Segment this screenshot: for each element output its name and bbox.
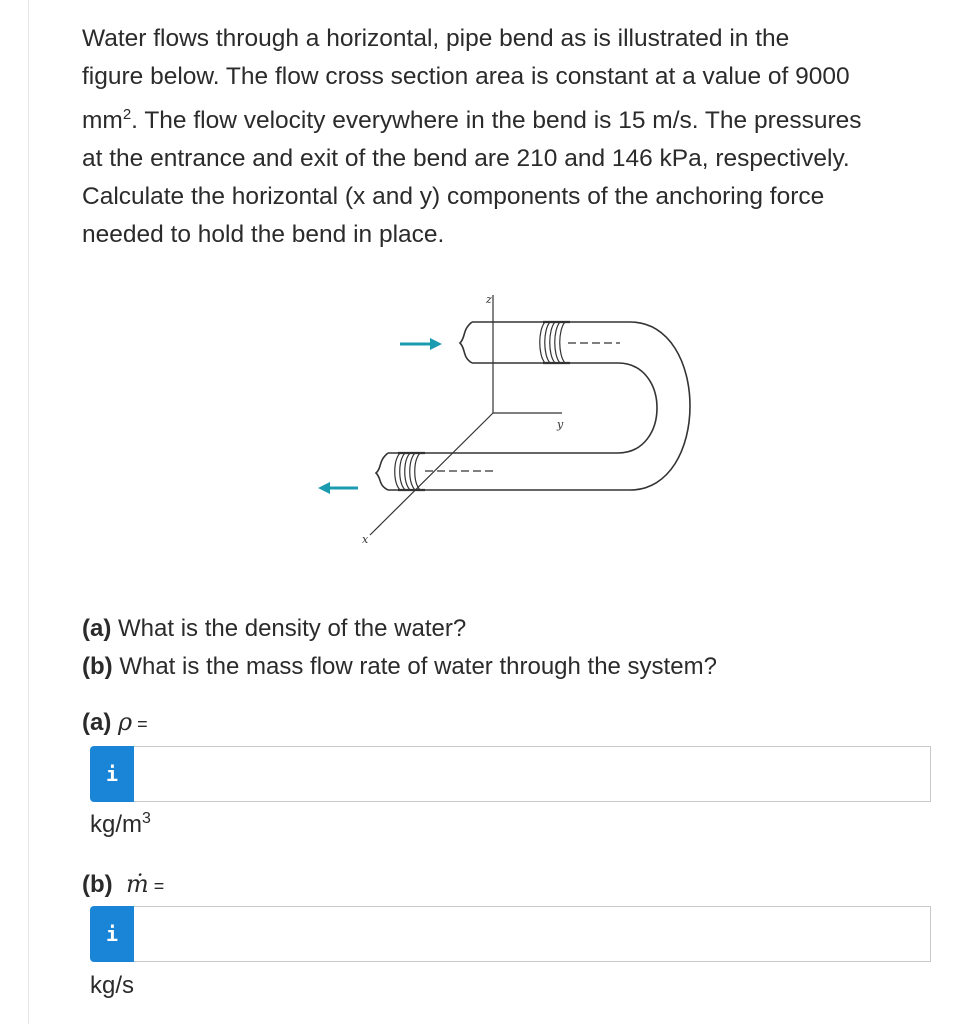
info-icon[interactable]: i: [90, 906, 134, 962]
info-icon[interactable]: i: [90, 746, 134, 802]
mass-flow-unit: [90, 972, 134, 1000]
outlet-end: [376, 453, 388, 490]
unit-text: kg/s: [90, 972, 135, 999]
answer-a-field: [90, 746, 918, 800]
inlet-end: [460, 322, 472, 363]
pipe-bend-figure: [300, 285, 720, 555]
unit-text: kg/m: [90, 811, 143, 838]
problem-line: Water flows through a horizontal, pipe bend as is illustrated in the: [82, 25, 790, 52]
problem-line: Calculate the horizontal (x and y) components of the anchoring force: [82, 183, 825, 211]
left-border: [28, 0, 29, 1024]
answer-b-prefix: (b): [82, 871, 113, 898]
density-unit: [90, 810, 151, 839]
pipe-upper-inner: [420, 363, 657, 453]
rho-symbol: ρ: [118, 708, 133, 736]
equals-sign: =: [148, 876, 165, 896]
problem-line: needed to hold the bend in place.: [82, 221, 445, 249]
problem-line: mm: [82, 107, 123, 135]
problem-statement: [82, 20, 942, 254]
outlet-arrow-head: [318, 482, 330, 494]
problem-line: figure below. The flow cross section area is constant at a value of 9000: [82, 63, 850, 90]
density-input[interactable]: [134, 746, 931, 802]
superscript: 2: [122, 106, 132, 123]
y-axis-label: y: [557, 418, 564, 431]
question-b: [82, 648, 717, 686]
x-axis: [370, 413, 493, 535]
answer-a-label: [82, 708, 148, 737]
question-a: [82, 610, 717, 648]
inlet-arrow-head: [430, 338, 442, 350]
question-b-prefix: (b): [82, 653, 113, 680]
unit-superscript: 3: [142, 810, 151, 827]
mdot-symbol: ṁ: [126, 870, 149, 898]
z-axis-label: z: [486, 293, 492, 306]
equals-sign: =: [132, 714, 148, 734]
problem-line: . The flow velocity everywhere in the bend is 15 m/s. The pressures: [131, 107, 862, 135]
answer-a-prefix: (a): [82, 709, 112, 736]
x-axis-label: x: [362, 533, 369, 546]
answer-b-label: [82, 870, 164, 899]
mass-flow-input[interactable]: [134, 906, 931, 962]
questions: [82, 610, 717, 686]
problem-line: at the entrance and exit of the bend are 210 and 146 kPa, respectively.: [82, 145, 850, 173]
question-b-text: What is the mass flow rate of water through the system?: [112, 653, 717, 680]
question-a-prefix: (a): [82, 615, 112, 642]
answer-b-field: [90, 906, 918, 960]
question-a-text: What is the density of the water?: [111, 615, 467, 642]
